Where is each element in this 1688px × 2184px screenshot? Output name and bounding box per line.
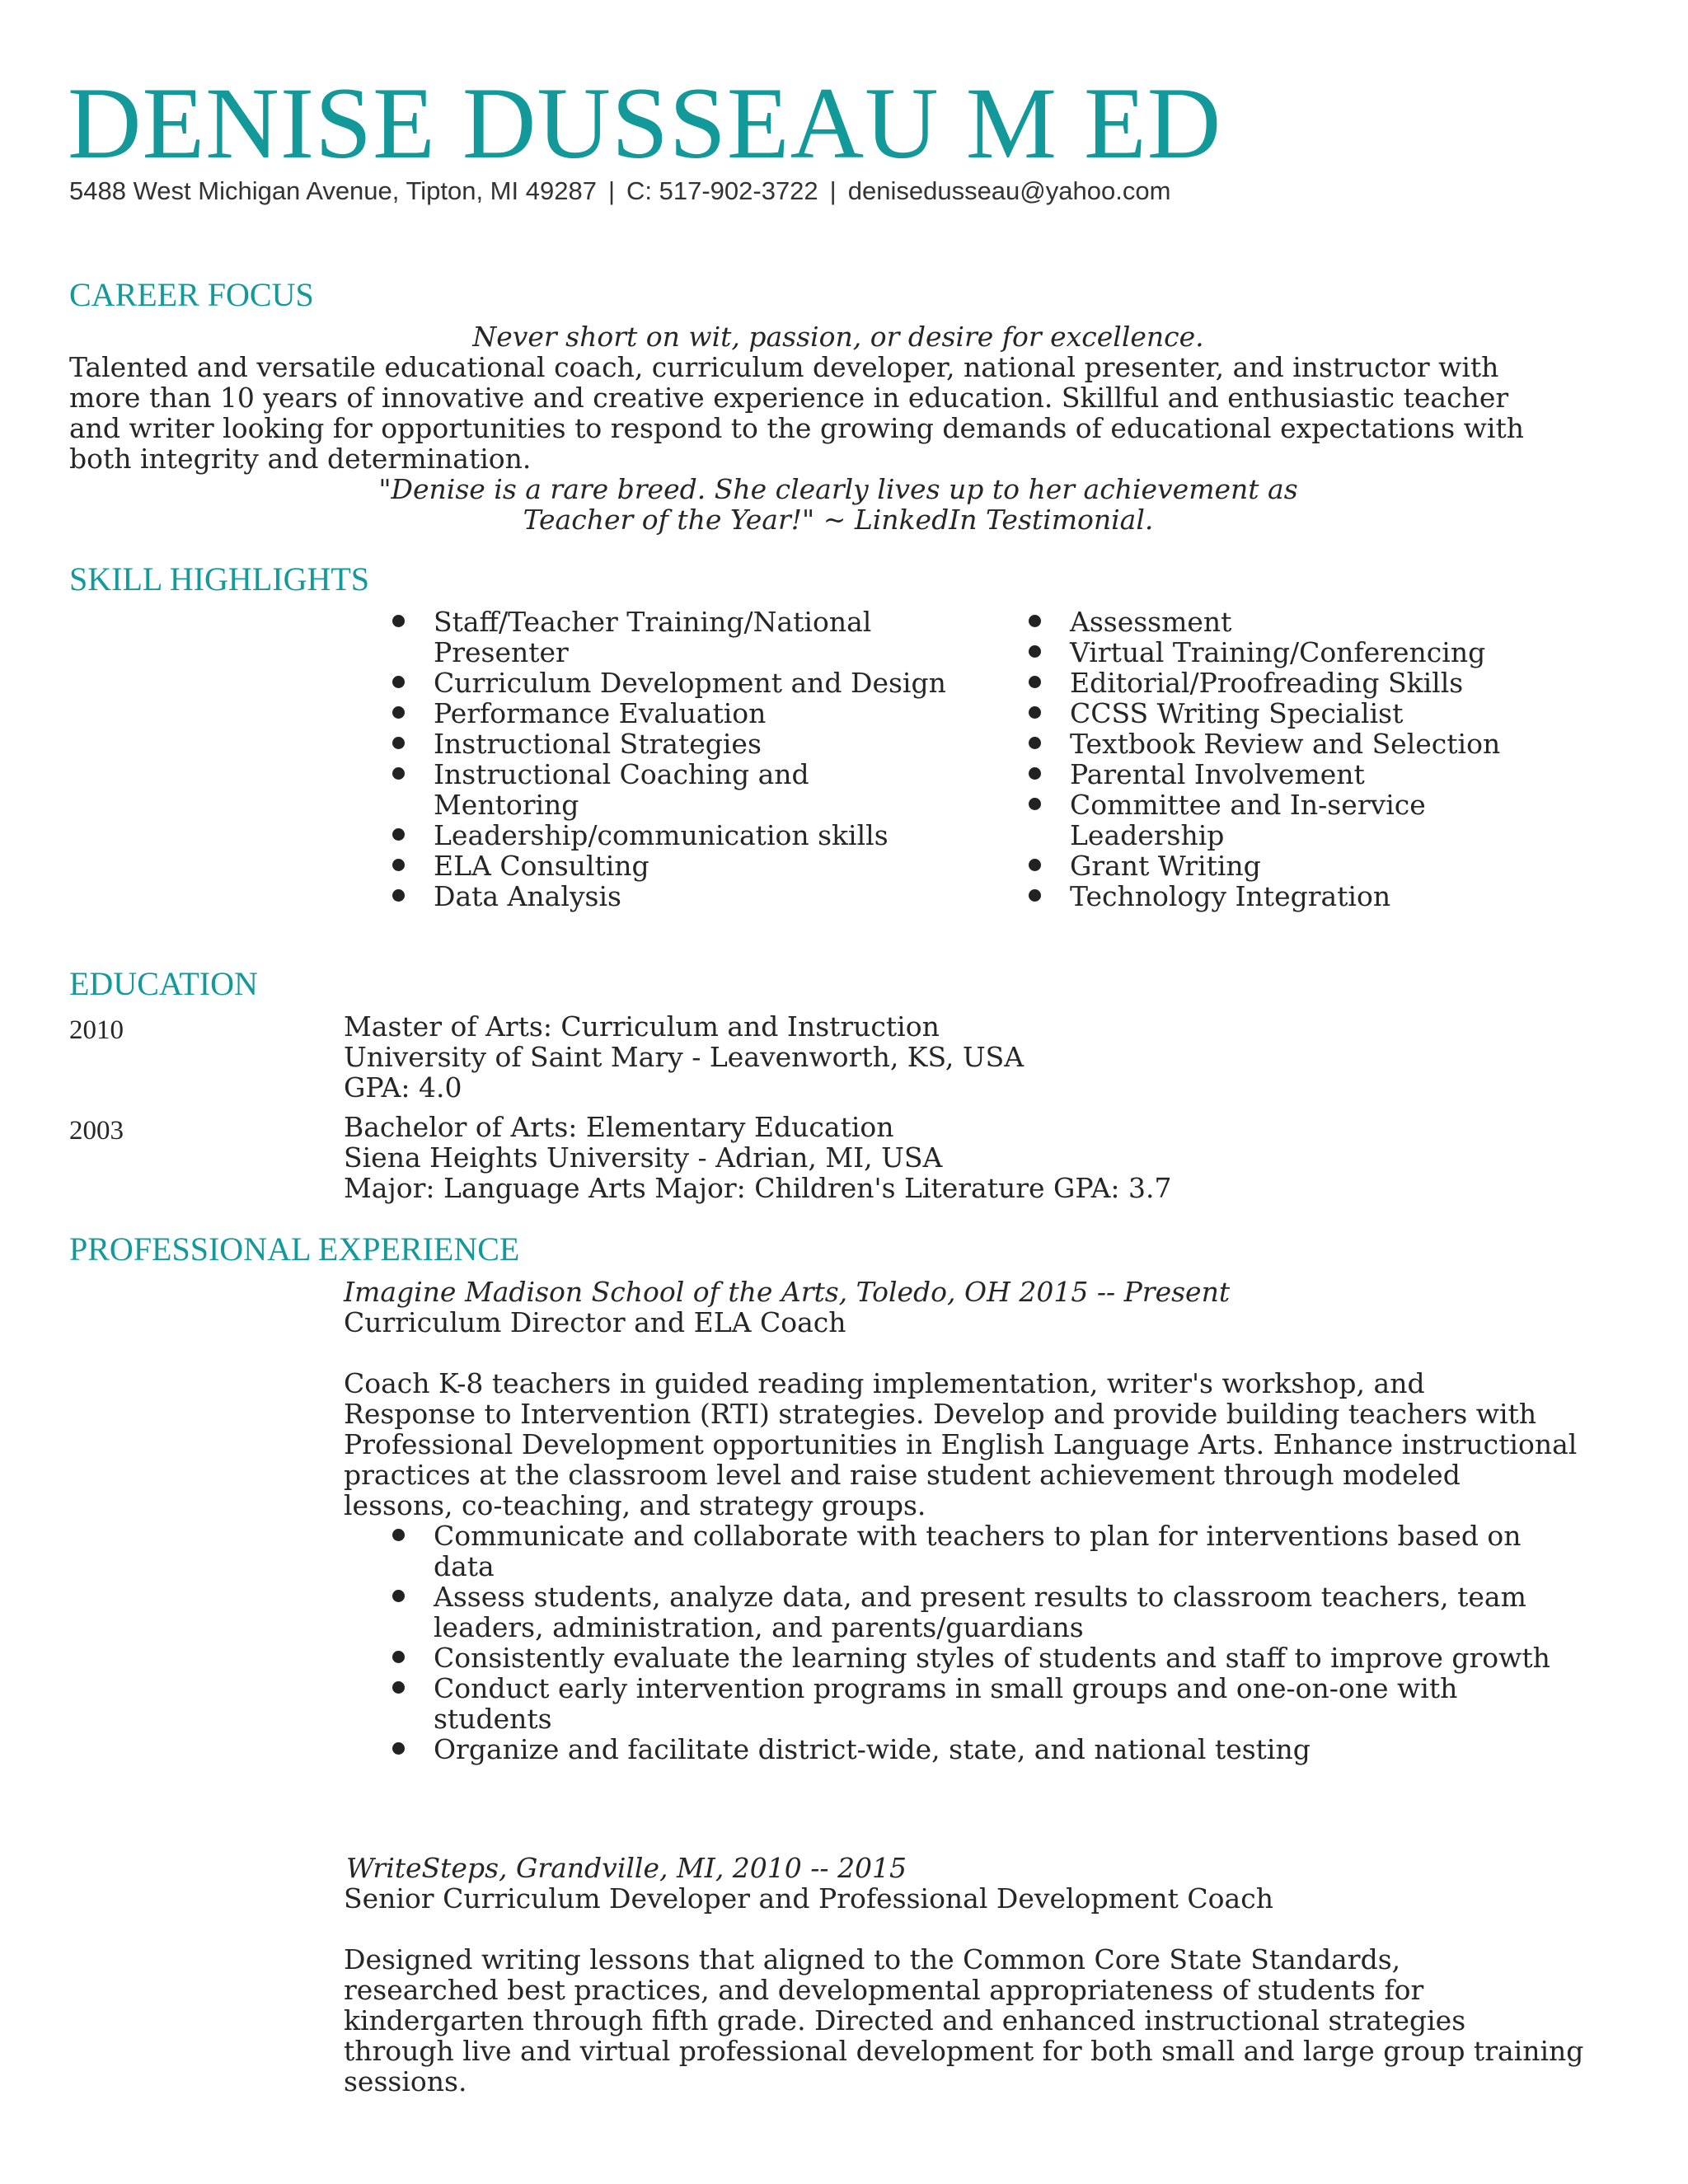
testimonial-line: Teacher of the Year!" ~ LinkedIn Testimonial. bbox=[523, 504, 1154, 536]
section-title-education: EDUCATION bbox=[69, 965, 258, 1002]
career-summary-line: more than 10 years of innovative and creative experience in education. Skillful and enthusiastic teacher bbox=[69, 382, 1509, 414]
list-item: Technology Integration bbox=[1024, 881, 1634, 912]
job-description-line: Professional Development opportunities in English Language Arts. Enhance instructional bbox=[344, 1428, 1578, 1460]
job-role: Senior Curriculum Developer and Professional Development Coach bbox=[344, 1882, 1273, 1915]
list-item: Parental Involvement bbox=[1024, 759, 1634, 790]
job-bullet-list bbox=[387, 1521, 1640, 1765]
skills-list-left bbox=[387, 607, 989, 912]
list-item: Textbook Review and Selection bbox=[1024, 729, 1634, 759]
career-tagline: Never short on wit, passion, or desire for excellence. bbox=[472, 321, 1204, 353]
list-item: Communicate and collaborate with teachers to plan for interventions based on data bbox=[387, 1521, 1579, 1582]
career-summary-line: both integrity and determination. bbox=[69, 443, 532, 475]
job-description-line: kindergarten through fifth grade. Directed and enhanced instructional strategies bbox=[344, 2004, 1466, 2036]
education-school: University of Saint Mary - Leavenworth, KS, USA bbox=[344, 1041, 1025, 1073]
job-description-line: practices at the classroom level and raise student achievement through modeled bbox=[344, 1459, 1461, 1491]
separator: | bbox=[607, 176, 615, 205]
list-item: Curriculum Development and Design bbox=[387, 668, 989, 698]
career-summary-line: and writer looking for opportunities to respond to the growing demands of educational expectations with bbox=[69, 412, 1524, 444]
job-organization: WriteSteps, Grandville, MI, 2010 -- 2015 bbox=[346, 1852, 907, 1884]
list-item: Staff/Teacher Training/National Presenter bbox=[387, 607, 895, 668]
job-description-line: Response to Intervention (RTI) strategies. Develop and provide building teachers with bbox=[344, 1398, 1537, 1430]
job-description-line: lessons, co-teaching, and strategy groups. bbox=[344, 1489, 926, 1521]
separator: | bbox=[829, 176, 837, 205]
education-detail: GPA: 4.0 bbox=[344, 1071, 462, 1104]
list-item: CCSS Writing Specialist bbox=[1024, 698, 1634, 729]
list-item: Editorial/Proofreading Skills bbox=[1024, 668, 1634, 698]
list-item: Instructional Coaching and Mentoring bbox=[387, 759, 895, 820]
list-item: Assessment bbox=[1024, 607, 1634, 637]
list-item: Virtual Training/Conferencing bbox=[1024, 637, 1634, 668]
list-item: Committee and In-service Leadership bbox=[1024, 790, 1531, 851]
list-item: Assess students, analyze data, and present results to classroom teachers, team leaders, administration, and parents/guardians bbox=[387, 1582, 1579, 1643]
education-detail: Major: Language Arts Major: Children's Literature GPA: 3.7 bbox=[344, 1172, 1172, 1204]
list-item: Organize and facilitate district-wide, state, and national testing bbox=[387, 1734, 1640, 1765]
education-degree: Bachelor of Arts: Elementary Education bbox=[344, 1111, 894, 1143]
address: 5488 West Michigan Avenue, Tipton, MI 49287 bbox=[69, 176, 597, 205]
job-description-line: sessions. bbox=[344, 2065, 467, 2097]
list-item: Performance Evaluation bbox=[387, 698, 989, 729]
email: denisedusseau@yahoo.com bbox=[847, 176, 1171, 205]
education-school: Siena Heights University - Adrian, MI, USA bbox=[344, 1141, 943, 1174]
candidate-name: DENISE DUSSEAU M ED bbox=[68, 67, 1222, 180]
section-title-professional-experience: PROFESSIONAL EXPERIENCE bbox=[69, 1230, 520, 1268]
list-item: Leadership/communication skills bbox=[387, 820, 989, 851]
education-degree: Master of Arts: Curriculum and Instruction bbox=[344, 1010, 940, 1043]
list-item: Data Analysis bbox=[387, 881, 989, 912]
testimonial-line: "Denise is a rare breed. She clearly lives up to her achievement as bbox=[378, 473, 1298, 505]
job-description-line: researched best practices, and developmental appropriateness of students for bbox=[344, 1974, 1424, 2006]
list-item: ELA Consulting bbox=[387, 851, 989, 881]
job-organization: Imagine Madison School of the Arts, Toledo, OH 2015 -- Present bbox=[344, 1276, 1231, 1308]
job-description-line: through live and virtual professional development for both small and large group training bbox=[344, 2035, 1584, 2067]
job-role: Curriculum Director and ELA Coach bbox=[344, 1306, 846, 1338]
education-year: 2010 bbox=[69, 1015, 124, 1045]
job-description-line: Coach K-8 teachers in guided reading implementation, writer's workshop, and bbox=[344, 1367, 1425, 1399]
education-year: 2003 bbox=[69, 1116, 124, 1146]
section-title-career-focus: CAREER FOCUS bbox=[69, 276, 314, 313]
list-item: Instructional Strategies bbox=[387, 729, 989, 759]
section-title-skill-highlights: SKILL HIGHLIGHTS bbox=[69, 560, 370, 598]
skills-list-right bbox=[1024, 607, 1634, 912]
job-description-line: Designed writing lessons that aligned to the Common Core State Standards, bbox=[344, 1943, 1401, 1975]
phone: C: 517-902-3722 bbox=[626, 176, 818, 205]
career-summary-line: Talented and versatile educational coach, curriculum developer, national presenter, and instructor with bbox=[69, 351, 1499, 383]
list-item: Consistently evaluate the learning styles of students and staff to improve growth bbox=[387, 1643, 1563, 1673]
list-item: Conduct early intervention programs in small groups and one-on-one with students bbox=[387, 1673, 1563, 1734]
contact-line bbox=[69, 176, 1170, 206]
list-item: Grant Writing bbox=[1024, 851, 1634, 881]
